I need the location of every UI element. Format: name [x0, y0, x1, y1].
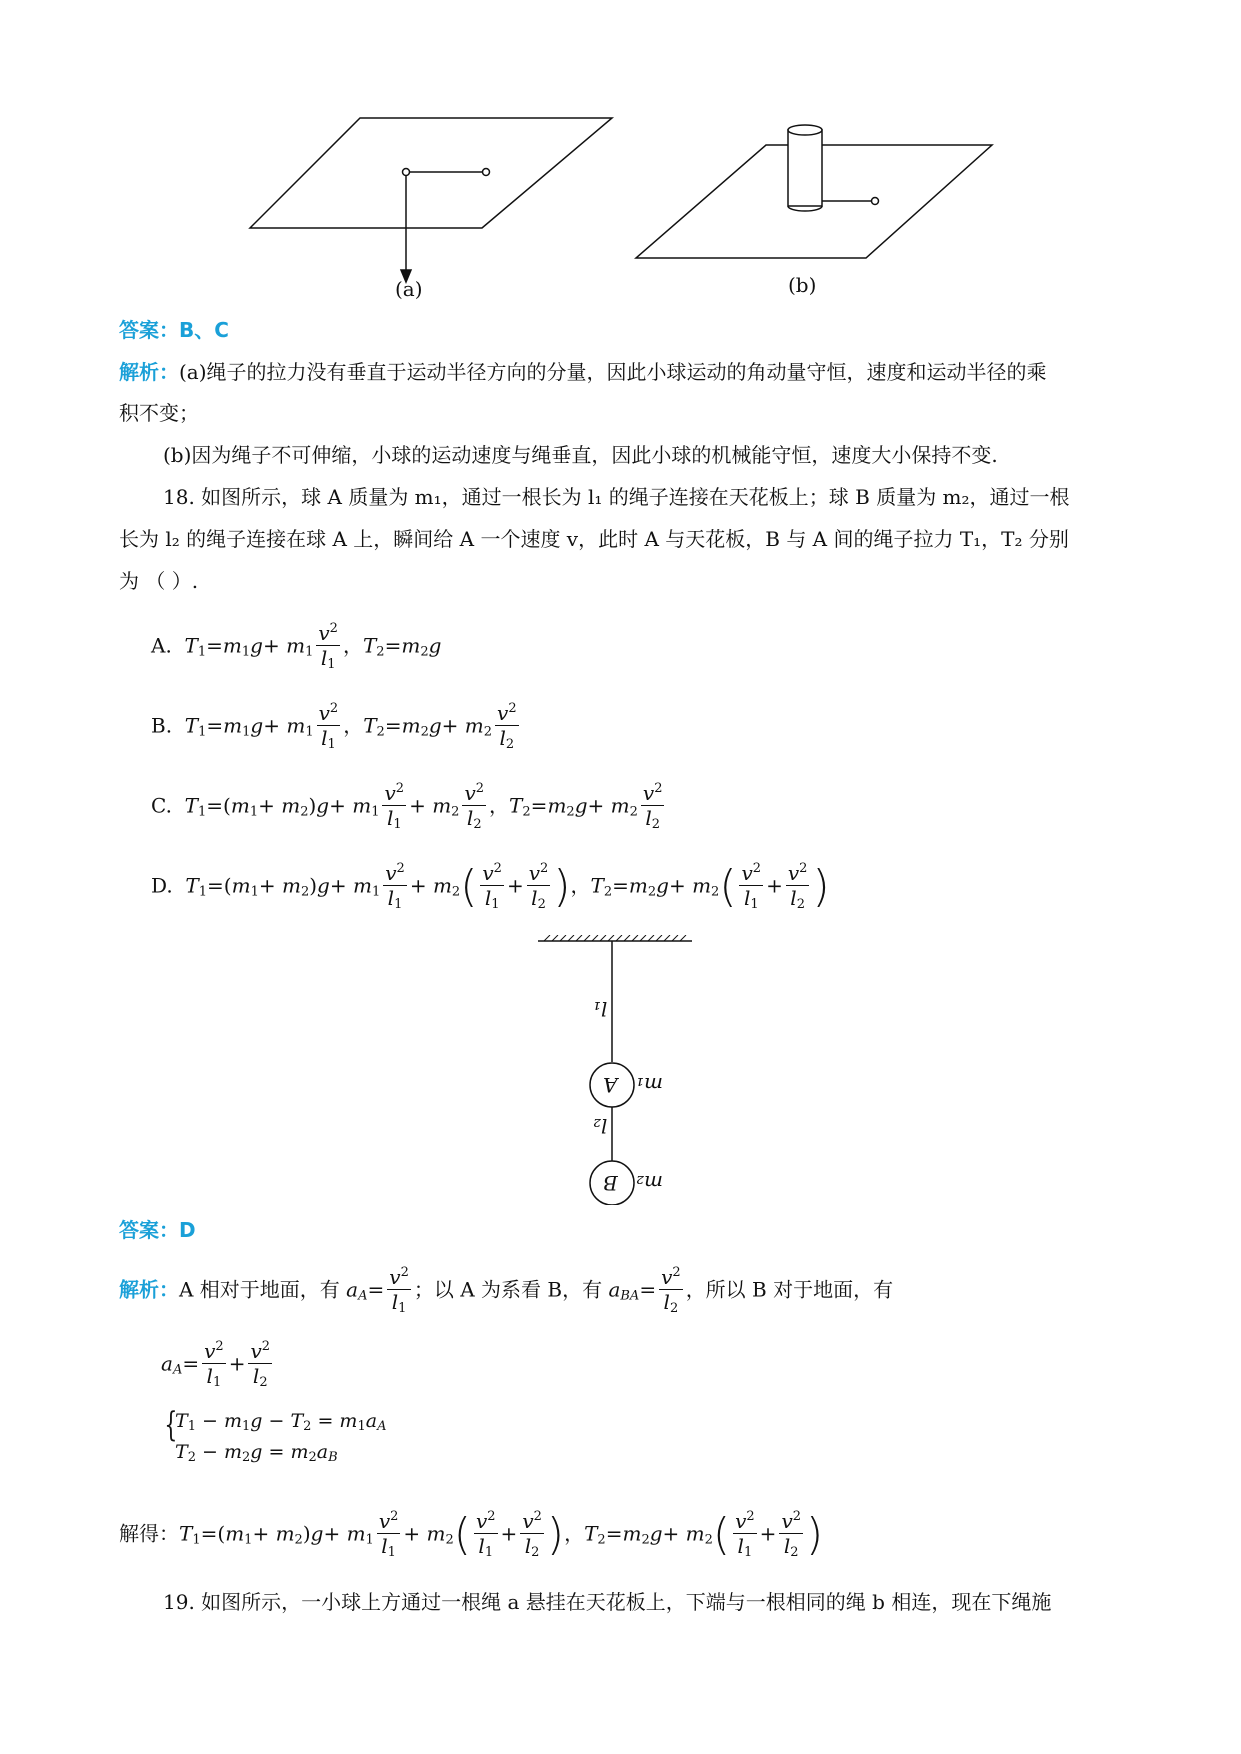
q18-stem-line1: 18. 如图所示，球 A 质量为 m₁，通过一根长为 l₁ 的绳子连接在天花板上；球 B 质量为 m₂，通过一根	[163, 485, 1070, 509]
option-letter: B.	[151, 713, 173, 738]
equation-system-brace: {	[164, 1405, 178, 1445]
answer-label: 答案：	[119, 318, 179, 342]
q17-answer	[119, 320, 229, 340]
q17-analysis-line1	[119, 362, 1047, 382]
figure-b	[636, 125, 992, 258]
option-a: A. $T_1=m_1g+ m_1$ $\frac{v^2}{l_1}$ ，$T_2=m_2g$	[151, 621, 442, 672]
option-letter: C.	[151, 793, 172, 818]
q18-solution: 解得：$T_1=(m_1+ m_2)g+ m_1$ $\frac{v^2}{l_1}$ + $m_2$( $\frac{v^2}{l_1}$ + $\frac{v^2}{l_2}$ )，$T_2=m_2g+ m_2$( $\frac{v^2}{l_1}$ + $\frac{v^2}{l_2}$ )	[119, 1509, 824, 1561]
option-d: D. $T_1=(m_1+ m_2)g+ m_1$ $\frac{v^2}{l_1}$ + $m_2$( $\frac{v^2}{l_1}$ + $\frac{v^2}{l_2}$ )，$T_2=m_2g+ m_2$( $\frac{v^2}{l_1}$ + $\frac{v^2}{l_2}$ )	[151, 861, 830, 913]
q18-eq-system-1: $T_1 - m_1g - T_2 = m_1a_A$	[175, 1410, 387, 1434]
q18-eq-system-2: $T_2 - m_2g = m_2a_B$	[175, 1441, 338, 1465]
label-l2: l₂	[593, 1114, 608, 1138]
figure-a	[250, 118, 612, 282]
figures-ab	[0, 0, 1241, 300]
q19-stem-line1: 19. 如图所示，一小球上方通过一根绳 a 悬挂在天花板上，下端与一根相同的绳 b 相连，现在下绳施	[163, 1590, 1052, 1614]
label-A: A	[603, 1073, 618, 1097]
q18-stem-line2: 长为 l₂ 的绳子连接在球 A 上，瞬间给 A 一个速度 v，此时 A 与天花板，B 与 A 间的绳子拉力 T₁，T₂ 分别	[119, 527, 1069, 551]
analysis-label: 解析：	[119, 360, 179, 384]
q17-analysis-b: (b)因为绳子不可伸缩，小球的运动速度与绳垂直，因此小球的机械能守恒，速度大小保持不变.	[163, 443, 998, 467]
option-c: C. $T_1=(m_1+ m_2)g+ m_1$ $\frac{v^2}{l_1}$ + $m_2$ $\frac{v^2}{l_2}$ ，$T_2=m_2g+ m_2$ $\frac{v^2}{l_2}$	[151, 781, 663, 832]
analysis-text1: A 相对于地面，有	[179, 1277, 340, 1302]
q18-stem-line3: 为 （ ）.	[119, 569, 199, 593]
option-letter: D.	[151, 873, 173, 898]
answer-value: B、C	[179, 318, 229, 342]
solve-label: 解得：	[119, 1521, 179, 1546]
label-m2: m₂	[636, 1171, 663, 1195]
label-B: B	[603, 1171, 618, 1195]
analysis-label: 解析：	[119, 1277, 179, 1302]
q18-eq-aA: $a_A=$ $\frac{v^2}{l_1}$ + $\frac{v^2}{l_2}$	[161, 1339, 271, 1390]
analysis-text2: ；以 A 为系看 B，有	[413, 1277, 603, 1302]
q18-answer	[119, 1220, 196, 1240]
pendulum-figure	[530, 935, 710, 1205]
q17-analysis-line2: 积不变；	[119, 401, 199, 425]
option-b: B. $T_1=m_1g+ m_1$ $\frac{v^2}{l_1}$ ，$T_2=m_2g+ m_2$ $\frac{v^2}{l_2}$	[151, 701, 517, 752]
label-m1: m₁	[636, 1073, 663, 1097]
figure-a-label: (a)	[395, 277, 423, 301]
answer-label: 答案：	[119, 1218, 179, 1242]
analysis-text3: ，所以 B 对于地面，有	[685, 1277, 894, 1302]
answer-value: D	[179, 1218, 196, 1242]
analysis-text: (a)绳子的拉力没有垂直于运动半径方向的分量，因此小球运动的角动量守恒，速度和运动半径的乘	[179, 360, 1047, 384]
option-letter: A.	[151, 633, 172, 658]
label-l1: l₁	[593, 997, 608, 1021]
q18-analysis-line1: 解析：A 相对于地面，有 $a_A=$ $\frac{v^2}{l_1}$ ；以 A 为系看 B，有 $a_{BA}=$ $\frac{v^2}{l_2}$ ，所以 B 对于地面，有	[119, 1265, 894, 1316]
figure-b-label: (b)	[788, 273, 817, 297]
